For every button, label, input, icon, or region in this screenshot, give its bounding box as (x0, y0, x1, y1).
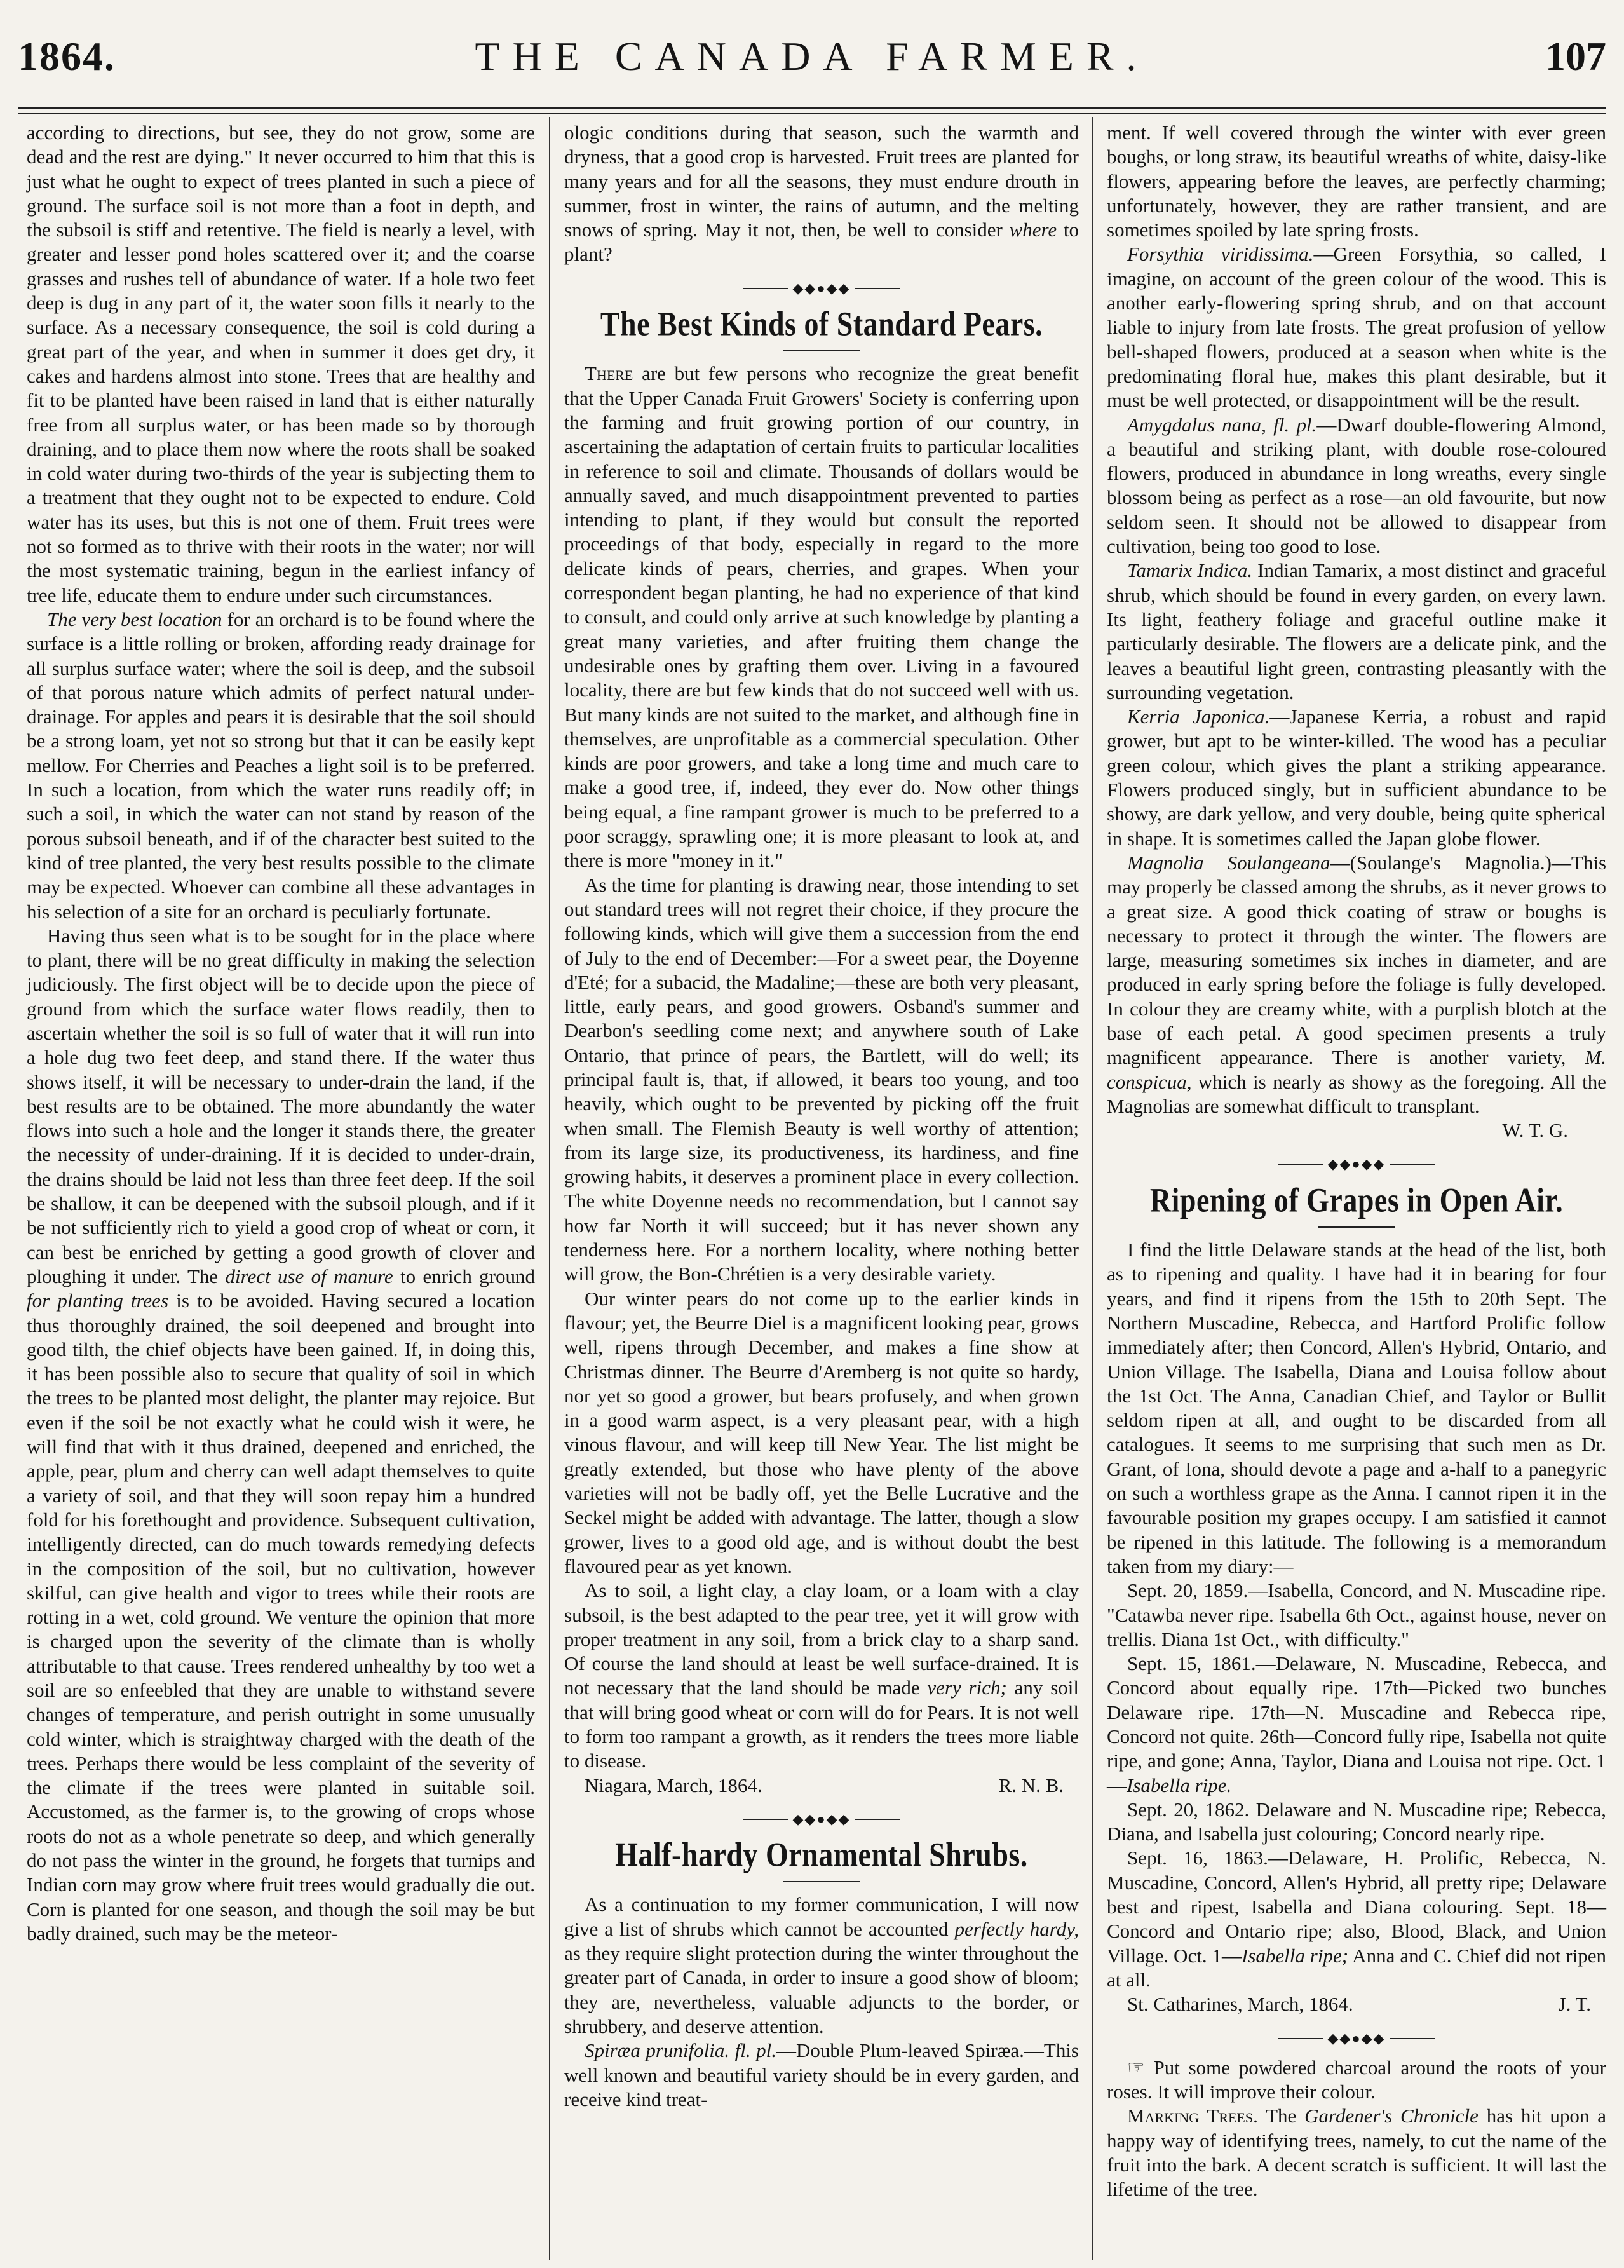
paragraph: Spiræa prunifolia. fl. pl.—Double Plum-leaved Spiræa.—This well known and beautiful variety should be in every garden, and receive kind treat- (564, 2039, 1079, 2110)
heading-rule (1318, 1226, 1395, 1228)
header-rule-thin (18, 113, 1606, 114)
header-rule (18, 107, 1606, 109)
article-heading: Ripening of Grapes in Open Air. (1149, 1181, 1564, 1219)
column-2 (564, 121, 1079, 2112)
column-divider-1 (549, 117, 550, 2260)
article-heading: Half-hardy Ornamental Shrubs. (615, 1835, 1028, 1874)
paragraph: Tamarix Indica. Indian Tamarix, a most distinct and graceful shrub, which should be found in every garden, on every lawn. Its light, feathery foliage and graceful outline make it particularly desirable. The flowers are a delicate pink, and the leaves a beautiful light green, contrasting pleasantly with the surrounding vegetation. (1107, 559, 1607, 703)
paragraph: Marking Trees. The Gardener's Chronicle has hit upon a happy way of identifying trees, namely, to cut the name of the fruit into the bark. A decent scratch is sufficient. It will last the lifetime of the tree. (1107, 2105, 1607, 2201)
article-heading: The Best Kinds of Standard Pears. (600, 304, 1043, 343)
paragraph: I find the little Delaware stands at the head of the list, both as to ripening and quality. I have had it in bearing for four years, and find it ripens from the 15th to 20th Sept. The Northern Muscadine, Rebecca, and Hartford Prolific follow immediately after; then Concord, Allen's Hybrid, Ontario, and Union Village. The Isabella, Diana and Louisa follow about the 1st Oct. The Anna, Canadian Chief, and Taylor or Bullit seldom ripen at all, and ought to be discarded from all catalogues. It seems to me surprising that such men as Dr. Grant, of Iona, should devote a page and a-half to a panegyric on such a worthless grape as the Anna. I cannot ripen it in the favourable position my grapes occupy. I am satisfied it cannot be ripened in this latitude. The following is a memorandum taken from my diary:— (1107, 1239, 1606, 1577)
paragraph: As the time for planting is drawing near, those intending to set out standard trees will not regret their choice, if they procure the following kinds, which will give them a succession from the end of July to the end of December:—For a sweet pear, the Doyenne d'Eté; for a subacid, the Madaline;—these are both very pleasant, little, early pears, and good growers. Osband's summer and Dearbon's seedling come next; and anywhere south of Lake Ontario, that prince of pears, the Bartlett, will do well; its principal fault is, that, if allowed, it bears too young, and too heavily, which ought to be prevented by picking off the fruit when small. The Flemish Beauty is well worthy of attention; from its large size, its productiveness, its hardiness, and fine growing habits, it deserves a prominent place in every collection. The white Doyenne needs no recommendation, but I cannot say how far North it will succeed; but it has never shown any tenderness here. For a northern locality, where nothing better will grow, the Bon-Chrétien is a very desirable variety. (564, 873, 1079, 1286)
paragraph: Kerria Japonica.—Japanese Kerria, a robust and rapid grower, but apt to be winter-killed. The wood has a peculiar green colour, which gives the plant a striking appearance. Flowers produced singly, but in sufficient abundance to be showy, are dark yellow, and very double, being quite spherical in shape. It is sometimes called the Japan globe flower. (1107, 705, 1606, 850)
diary-entry: Sept. 16, 1863.—Delaware, H. Prolific, Rebecca, N. Muscadine, Concord, Allen's Hybrid, all pretty ripe; Delaware best and ripest, Isabella and Diana colouring. Sept. 18—Concord and Ontario ripe; also, Blood, Black, and Union Village. Oct. 1—Isabella ripe; Anna and C. Chief did not ripen at all. (1107, 1847, 1606, 1991)
paragraph: Magnolia Soulangeana—(Soulange's Magnolia.)—This may properly be classed among the shrubs, as it never grows to a great size. A good thick coating of straw or boughs is necessary to protect it through the winter. The flowers are large, measuring sometimes six inches in diameter, and are produced in early spring before the foliage is fully developed. In colour they are creamy white, with a purplish blotch at the base of each petal. A good specimen presents a truly magnificent appearance. There is another variety, M. conspicua, which is nearly as showy as the foregoing. All the Magnolias are somewhat difficult to transplant. (1107, 851, 1607, 1117)
signature-line: St. Catharines, March, 1864. J. T. (1127, 1993, 1591, 2016)
paragraph: Forsythia viridissima.—Green Forsythia, so called, I imagine, on account of the green colour of the wood. This is another early-flowering spring shrub, and on that account liable to injury from late frosts. The great profusion of yellow bell-shaped flowers, produced at a season when white is the predominating floral hue, makes this plant desirable, but it must be well protected, or disappointment will be the result. (1107, 243, 1607, 412)
section-ornament: ◆◆●◆◆ (1107, 1151, 1606, 1176)
signature-line: Niagara, March, 1864. R. N. B. (585, 1774, 1064, 1796)
paragraph: There are but few persons who recognize the great benefit that the Upper Canada Fruit Growers' Society is conferring upon the farming and fruit growing portion of our country, in ascertaining the adaptation of certain fruits to particular localities in reference to soil and climate. Thousands of dollars would be annually saved, and much disappointment prevented to parties intending to plant, if they would but consult the reported proceedings of that body, especially in regard to the more delicate kinds of pears, cherries, and grapes. When your correspondent began planting, he had no experience of that kind to consult, and could only arrive at such knowledge by planting a great many varieties, and after fruiting them change the undesirable ones by grafting them over. Living in a favoured locality, there are but few kinds that do not succeed well with us. But many kinds are not suited to the market, and although fine in themselves, are unprofitable as a commercial speculation. Other kinds are poor growers, and take a long time and much care to make a good tree, if, indeed, they ever do. Now other things being equal, a fine rampant grower is much to be preferred to a poor scraggy, sprawling one; it is more pleasant to look at, and there is more "money in it." (564, 362, 1079, 872)
page-number: 107 (1545, 34, 1606, 79)
diary-entry: Sept. 15, 1861.—Delaware, N. Muscadine, Rebecca, and Concord about equally ripe. 17th—Picked two bunches Delaware ripe. 17th—N. Muscadine and Rebecca ripe, Concord not quite. 26th—Concord fully ripe, Isabella not quite ripe, and gone; Anna, Taylor, Diana and Louisa not ripe. Oct. 1—Isabella ripe. (1107, 1652, 1606, 1796)
heading-rule (783, 350, 860, 351)
masthead (18, 33, 1606, 109)
emphasis: The very best location (47, 608, 222, 630)
paragraph: As a continuation to my former communication, I will now give a list of shrubs which cannot be accounted perfectly hardy, as they require slight protection during the winter throughout the greater part of Canada, in order to insure a good show of bloom; they are, nevertheless, valuable adjuncts to the border, or shrubbery, and deserve attention. (564, 1893, 1079, 2037)
heading-rule (783, 1881, 860, 1882)
column-3 (1107, 121, 1606, 2202)
issue-year: 1864. (18, 34, 116, 79)
newspaper-title: THE CANADA FARMER. (475, 34, 1149, 79)
section-ornament: ◆◆●◆◆ (564, 276, 1079, 301)
paragraph: Our winter pears do not come up to the earlier kinds in flavour; yet, the Beurre Diel is a magnificent looking pear, grows well, ripens through December, and makes a fine show at Christmas dinner. The Beurre d'Aremberg is not quite so hardy, nor yet so good a grower, but bears profusely, and when grown in a good warm aspect, is a very pleasant pear, with a high vinous flavour, and will keep till New Year. The list might be greatly extended, but those who have plenty of the above varieties will not be badly off, yet the Belle Lucrative and the Seckel might be added with advantage. The latter, though a slow grower, lives to a good old age, and is without doubt the best flavoured pear as yet known. (564, 1287, 1079, 1577)
paragraph: according to directions, but see, they do not grow, some are dead and the rest are dying." It never occurred to him that this is just what he ought to expect of trees planted in such a piece of ground. The surface soil is not more than a foot in depth, and the subsoil is stiff and retentive. The field is nearly a level, with greater and lesser pond holes scattered over it; and the coarse grasses and rushes tell of abundance of water. If a hole two feet deep is dug in any part of it, the water soon fills it nearly to the surface. As a necessary consequence, the soil is cold during a great part of the year, and when in summer it does get dry, it cakes and hardens almost into stone. Trees that are healthy and fit to be planted have been raised in land that is either naturally free from all surplus water, or has been made so by thorough draining, and to place them now where the roots shall be soaked in cold water during two-thirds of the year is subjecting them to a treatment that they ought not to be expected to endure. Cold water has its uses, but this is not one of them. Fruit trees were not so formed as to thrive with their roots in the water; nor will the most systematic training, begun in the earliest infancy of tree life, educate them to endure under such circumstances. (27, 121, 535, 606)
paragraph: Having thus seen what is to be sought for in the place where to plant, there will be no great difficulty in making the selection judiciously. The first object will be to decide upon the piece of ground from which the surface water flows readily, then to ascertain whether the soil is so full of water that it will run into a hole dug two feet deep, and stand there. If the water thus shows itself, it will be necessary to under-drain the land, if the best results are to be obtained. The more abundantly the water flows into such a hole and the longer it stands there, the greater the necessity of under-draining. If it is decided to under-drain, the drains should be laid not less than three feet deep. If the soil be shallow, it can be deepened with the subsoil plough, and if it be not sufficiently rich to yield a good crop of wheat or corn, it can best be enriched by getting a good growth of clover and ploughing it under. The direct use of manure to enrich ground for planting trees is to be avoided. Having secured a location thus thoroughly drained, the soil deepened and brought into good tilth, the chief objects have been gained. If, in doing this, it has been possible also to secure that quality of soil in which the trees to be planted most delight, the planter may rejoice. But even if the soil be not exactly what he could wish it were, he will find that with it thus drained, deepened and enriched, the apple, pear, plum and cherry can well adapt themselves to quite a variety of soil, and that they will soon repay him a hundred fold for his forethought and providence. Subsequent cultivation, intelligently directed, can do much towards remedying defects in the composition of the soil, but no cultivation, however skilful, can give health and vigor to trees while their roots are rotting in a wet, cold ground. We venture the opinion that more is charged upon the severity of the climate than is wholly attributable to that cause. Trees rendered unhealthy by too wet a soil are so enfeebled that they are unable to withstand severe changes of temperature, and perish outright in some unusually cold winter, which is straightway charged with the death of the trees. Perhaps there would be less complaint of the severity of the climate if the trees were planted in suitable soil. Accustomed, as the farmer is, to the growing of crops whose roots do not as a whole penetrate so deep, and which generally do not pass the winter in the ground, he forgets that turnips and Indian corn may grow where fruit trees would gradually die out. Corn is planted for one season, and though the soil may be but badly drained, such may be the meteor- (27, 924, 536, 1945)
diary-entry: Sept. 20, 1859.—Isabella, Concord, and N. Muscadine ripe. "Catawba never ripe. Isabella 6th Oct., against house, never on trellis. Diana 1st Oct., with difficulty." (1107, 1579, 1606, 1650)
paragraph: As to soil, a light clay, a clay loam, or a loam with a clay subsoil, is the best adapted to the pear tree, yet it will grow with proper treatment in any soil, from a brick clay to a sharp sand. Of course the land should at least be well surface-drained. It is not necessary that the land should be made very rich; any soil that will bring good wheat or corn will do for Pears. It is not well to form too rampant a growth, as it renders the trees more liable to disease. (564, 1579, 1079, 1772)
diary-entry: Sept. 20, 1862. Delaware and N. Muscadine ripe; Rebecca, Diana, and Isabella just colouring; Concord nearly ripe. (1107, 1798, 1606, 1845)
signature: W. T. G. (1502, 1119, 1568, 1142)
paragraph: ment. If well covered through the winter with ever green boughs, or long straw, its beautiful wreaths of white, daisy-like flowers, appearing before the leaves, are perfectly charming; unfortunately, however, they are rather transient, and are sometimes spoiled by late spring frosts. (1107, 121, 1606, 241)
section-ornament: ◆◆●◆◆ (564, 1807, 1079, 1831)
column-1 (27, 121, 535, 1946)
section-ornament: ◆◆●◆◆ (1107, 2026, 1606, 2051)
column-divider-2 (1092, 117, 1093, 2260)
paragraph: Amygdalus nana, fl. pl.—Dwarf double-flowering Almond, a beautiful and striking plant, with double rose-coloured flowers, produced in abundance in long wreaths, every single blossom being as perfect as a rose—an old favourite, but now seldom seen. It should not be allowed to disappear from cultivation, being too good to lose. (1107, 413, 1606, 558)
paragraph: The very best location for an orchard is to be found where the surface is a little rolling or broken, affording ready drainage for all surplus surface water; where the soil is deep, and the subsoil of that porous nature which admits of perfect natural under-drainage. For apples and pears it is desirable that the soil should be a strong loam, yet not so strong but that it can be easily kept mellow. For Cherries and Peaches a light soil is to be preferred. In such a location, from which the water runs readily off; in such a soil, in which the water can not stand by reason of the porous subsoil beneath, and if of the character best suited to the kind of tree planted, the very best results possible to the climate may be expected. Whoever can combine all these advantages in his selection of a site for an orchard is peculiarly fortunate. (27, 608, 535, 923)
paragraph: ☞ Put some powdered charcoal around the roots of your roses. It will improve their colour. (1107, 2056, 1606, 2103)
paragraph: ologic conditions during that season, such the warmth and dryness, that a good crop is harvested. Fruit trees are planted for many years and for all the seasons, they must endure drouth in summer, frost in winter, the rains of autumn, and the melting snows of spring. May it not, then, be well to consider where to plant? (564, 121, 1079, 266)
